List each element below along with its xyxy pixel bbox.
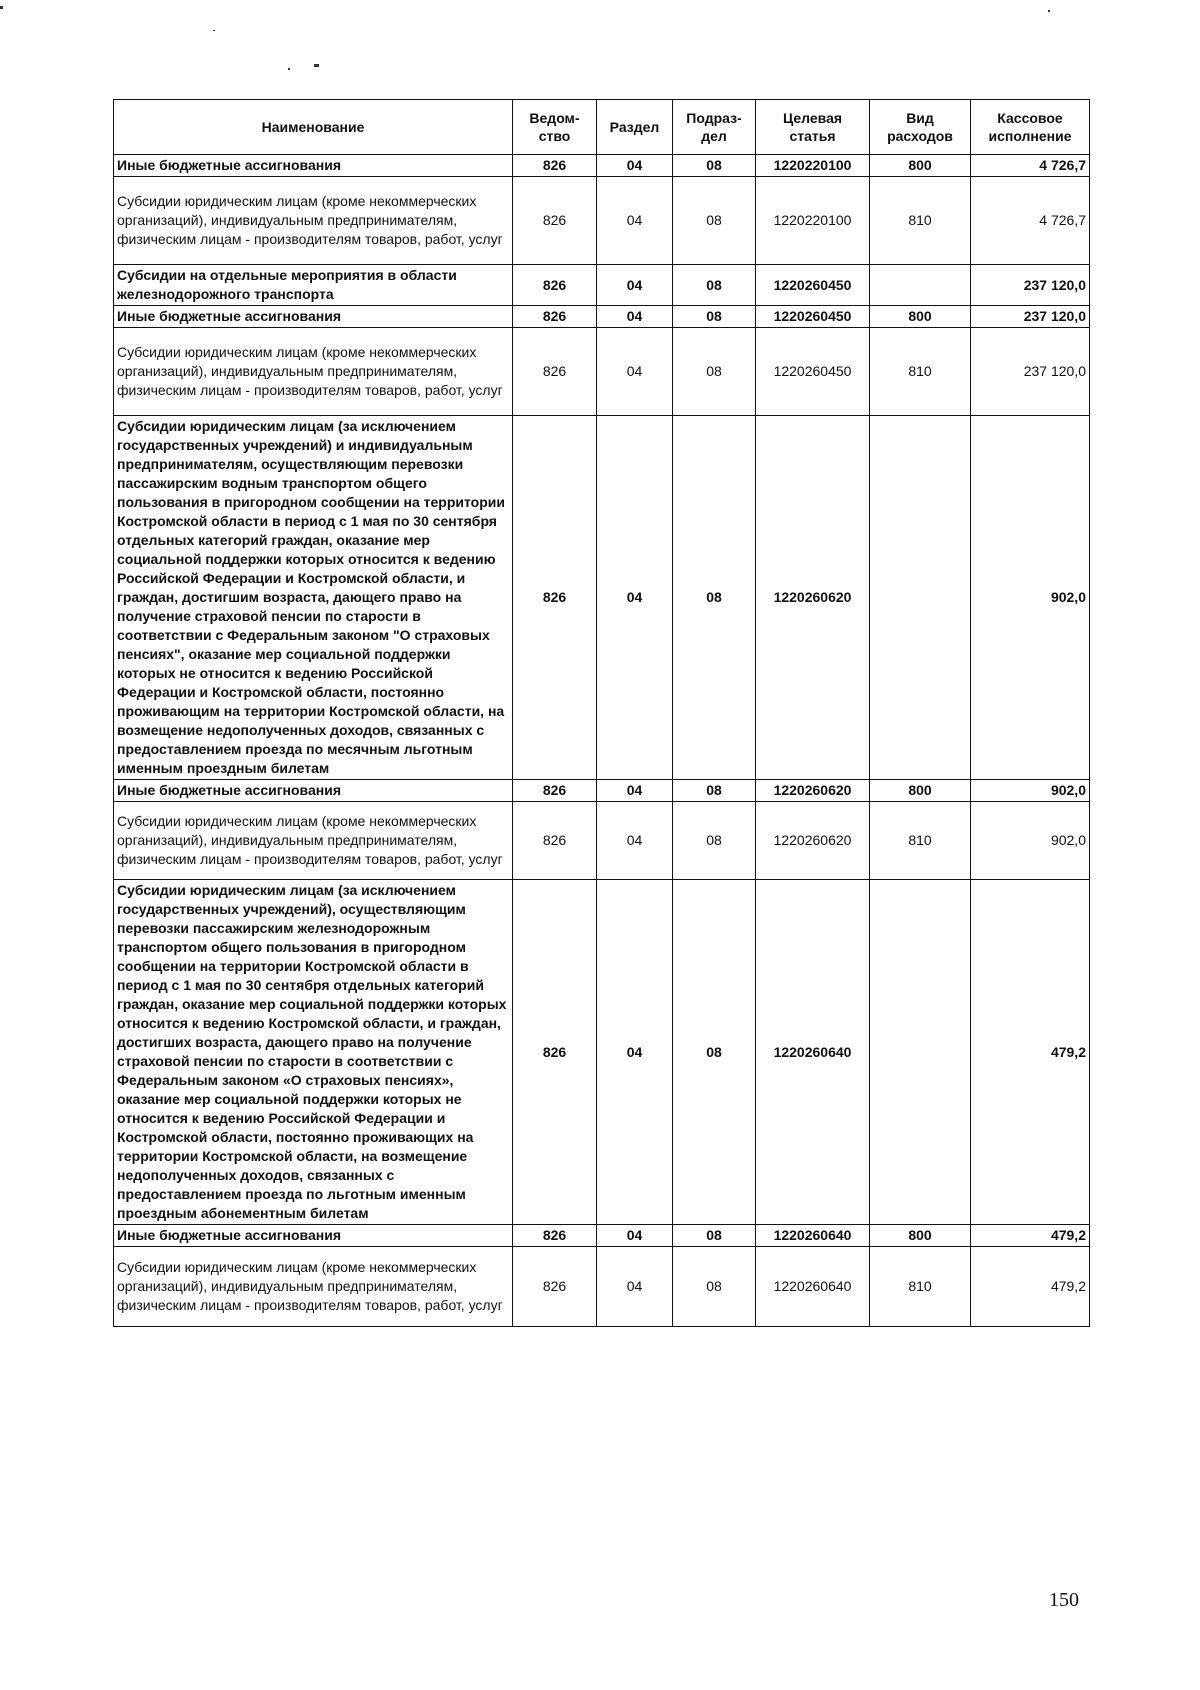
table-row — [114, 416, 1090, 780]
row-subsection-cell: 08 — [673, 1247, 756, 1327]
row-section-cell: 04 — [597, 1225, 673, 1247]
row-cash-cell: 902,0 — [971, 416, 1090, 780]
row-cash-cell: 902,0 — [971, 780, 1090, 802]
row-target-cell: 1220260450 — [756, 328, 870, 416]
row-subsection-cell: 08 — [673, 880, 756, 1225]
row-dept-cell: 826 — [513, 265, 597, 306]
table-row — [114, 306, 1090, 328]
table-row — [114, 155, 1090, 177]
row-name-cell: Субсидии юридическим лицам (кроме некоммерческих организаций), индивидуальным предпринимателям, физическим лицам - производителям товаров, работ, услуг — [114, 802, 513, 880]
scan-speck — [0, 6, 3, 9]
row-name-cell: Субсидии юридическим лицам (кроме некоммерческих организаций), индивидуальным предпринимателям, физическим лицам - производителям товаров, работ, услуг — [114, 328, 513, 416]
scan-speck — [314, 64, 319, 67]
table-row — [114, 802, 1090, 880]
row-name-cell: Субсидии юридическим лицам (кроме некоммерческих организаций), индивидуальным предпринимателям, физическим лицам - производителям товаров, работ, услуг — [114, 1247, 513, 1327]
row-dept-cell: 826 — [513, 880, 597, 1225]
row-section-cell: 04 — [597, 155, 673, 177]
row-cash-cell: 237 120,0 — [971, 306, 1090, 328]
row-subsection-cell: 08 — [673, 265, 756, 306]
row-cash-cell: 4 726,7 — [971, 155, 1090, 177]
table-row — [114, 1225, 1090, 1247]
row-section-cell: 04 — [597, 177, 673, 265]
header-name: Наименование — [114, 100, 513, 155]
scan-speck — [288, 68, 290, 70]
row-section-cell: 04 — [597, 328, 673, 416]
header-subsection: Подраз- дел — [673, 100, 756, 155]
row-name-cell: Иные бюджетные ассигнования — [114, 780, 513, 802]
row-expense-type-cell — [870, 265, 971, 306]
row-expense-type-cell — [870, 880, 971, 1225]
row-target-cell: 1220220100 — [756, 155, 870, 177]
row-name-cell: Субсидии юридическим лицам (кроме некоммерческих организаций), индивидуальным предпринимателям, физическим лицам - производителям товаров, работ, услуг — [114, 177, 513, 265]
row-subsection-cell: 08 — [673, 155, 756, 177]
row-expense-type-cell: 810 — [870, 328, 971, 416]
row-target-cell: 1220260640 — [756, 1225, 870, 1247]
row-expense-type-cell: 800 — [870, 780, 971, 802]
row-cash-cell: 4 726,7 — [971, 177, 1090, 265]
table-row — [114, 780, 1090, 802]
row-expense-type-cell: 800 — [870, 306, 971, 328]
row-subsection-cell: 08 — [673, 416, 756, 780]
table-row — [114, 177, 1090, 265]
row-section-cell: 04 — [597, 416, 673, 780]
table-header-row — [114, 100, 1090, 155]
row-name-cell: Субсидии юридическим лицам (за исключением государственных учреждений) и индивидуальным предпринимателям, осуществляющим перевозки пассажирским водным транспортом общего пользования в пригородном сообщении на территории Костромской области в период с 1 мая по 30 сентября отдельных категорий граждан, оказание мер социальной поддержки которых относится к ведению Российской Федерации и Костромской области, и граждан, достигшим возраста, дающего право на получение страховой пенсии по старости в соответствии с Федеральным законом "О страховых пенсиях", оказание мер социальной поддержки которых не относится к ведению Российской Федерации и Костромской области, постоянно проживающим на территории Костромской области, на возмещение недополученных доходов, связанных с предоставлением проезда по месячным льготным именным проездным билетам — [114, 416, 513, 780]
row-section-cell: 04 — [597, 802, 673, 880]
page-number: 150 — [1049, 1589, 1079, 1611]
header-dept: Ведом- ство — [513, 100, 597, 155]
header-expense-type: Вид расходов — [870, 100, 971, 155]
row-target-cell: 1220260620 — [756, 416, 870, 780]
row-target-cell: 1220260620 — [756, 802, 870, 880]
row-dept-cell: 826 — [513, 802, 597, 880]
row-name-cell: Субсидии на отдельные мероприятия в области железнодорожного транспорта — [114, 265, 513, 306]
row-target-cell: 1220260620 — [756, 780, 870, 802]
row-section-cell: 04 — [597, 1247, 673, 1327]
scan-speck — [213, 30, 215, 31]
row-cash-cell: 479,2 — [971, 1225, 1090, 1247]
row-dept-cell: 826 — [513, 780, 597, 802]
row-name-cell: Субсидии юридическим лицам (за исключением государственных учреждений), осуществляющим перевозки пассажирским железнодорожным транспортом общего пользования в пригородном сообщении на территории Костромской области в период с 1 мая по 30 сентября отдельных категорий граждан, оказание мер социальной поддержки которых относится к ведению Костромской области, и граждан, достигших возраста, дающего право на получение страховой пенсии по старости в соответствии с Федеральным законом «О страховых пенсиях», оказание мер социальной поддержки которых не относится к ведению Российской Федерации и Костромской области, постоянно проживающих на территории Костромской области, на возмещение недополученных доходов, связанных с предоставлением проезда по льготным именным проездным абонементным билетам — [114, 880, 513, 1225]
row-subsection-cell: 08 — [673, 177, 756, 265]
row-name-cell: Иные бюджетные ассигнования — [114, 306, 513, 328]
row-section-cell: 04 — [597, 265, 673, 306]
table-row — [114, 265, 1090, 306]
row-section-cell: 04 — [597, 780, 673, 802]
scan-speck — [1048, 10, 1050, 12]
row-dept-cell: 826 — [513, 155, 597, 177]
header-target: Целевая статья — [756, 100, 870, 155]
row-cash-cell: 237 120,0 — [971, 328, 1090, 416]
row-expense-type-cell: 810 — [870, 802, 971, 880]
row-dept-cell: 826 — [513, 1247, 597, 1327]
row-dept-cell: 826 — [513, 177, 597, 265]
table-row — [114, 1247, 1090, 1327]
row-name-cell: Иные бюджетные ассигнования — [114, 155, 513, 177]
header-section: Раздел — [597, 100, 673, 155]
row-target-cell: 1220260450 — [756, 265, 870, 306]
row-dept-cell: 826 — [513, 1225, 597, 1247]
row-expense-type-cell: 800 — [870, 155, 971, 177]
row-cash-cell: 479,2 — [971, 880, 1090, 1225]
table-row — [114, 328, 1090, 416]
row-cash-cell: 237 120,0 — [971, 265, 1090, 306]
row-dept-cell: 826 — [513, 328, 597, 416]
row-expense-type-cell: 810 — [870, 1247, 971, 1327]
row-dept-cell: 826 — [513, 416, 597, 780]
row-section-cell: 04 — [597, 306, 673, 328]
header-cash: Кассовое исполнение — [971, 100, 1090, 155]
row-subsection-cell: 08 — [673, 1225, 756, 1247]
row-target-cell: 1220260640 — [756, 1247, 870, 1327]
row-target-cell: 1220260640 — [756, 880, 870, 1225]
row-subsection-cell: 08 — [673, 780, 756, 802]
row-expense-type-cell — [870, 416, 971, 780]
budget-execution-table — [113, 99, 1090, 1327]
row-cash-cell: 479,2 — [971, 1247, 1090, 1327]
row-cash-cell: 902,0 — [971, 802, 1090, 880]
row-subsection-cell: 08 — [673, 328, 756, 416]
row-dept-cell: 826 — [513, 306, 597, 328]
row-target-cell: 1220260450 — [756, 306, 870, 328]
row-expense-type-cell: 800 — [870, 1225, 971, 1247]
table-body — [114, 155, 1090, 1327]
row-section-cell: 04 — [597, 880, 673, 1225]
table-row — [114, 880, 1090, 1225]
row-expense-type-cell: 810 — [870, 177, 971, 265]
row-subsection-cell: 08 — [673, 802, 756, 880]
row-subsection-cell: 08 — [673, 306, 756, 328]
row-name-cell: Иные бюджетные ассигнования — [114, 1225, 513, 1247]
row-target-cell: 1220220100 — [756, 177, 870, 265]
